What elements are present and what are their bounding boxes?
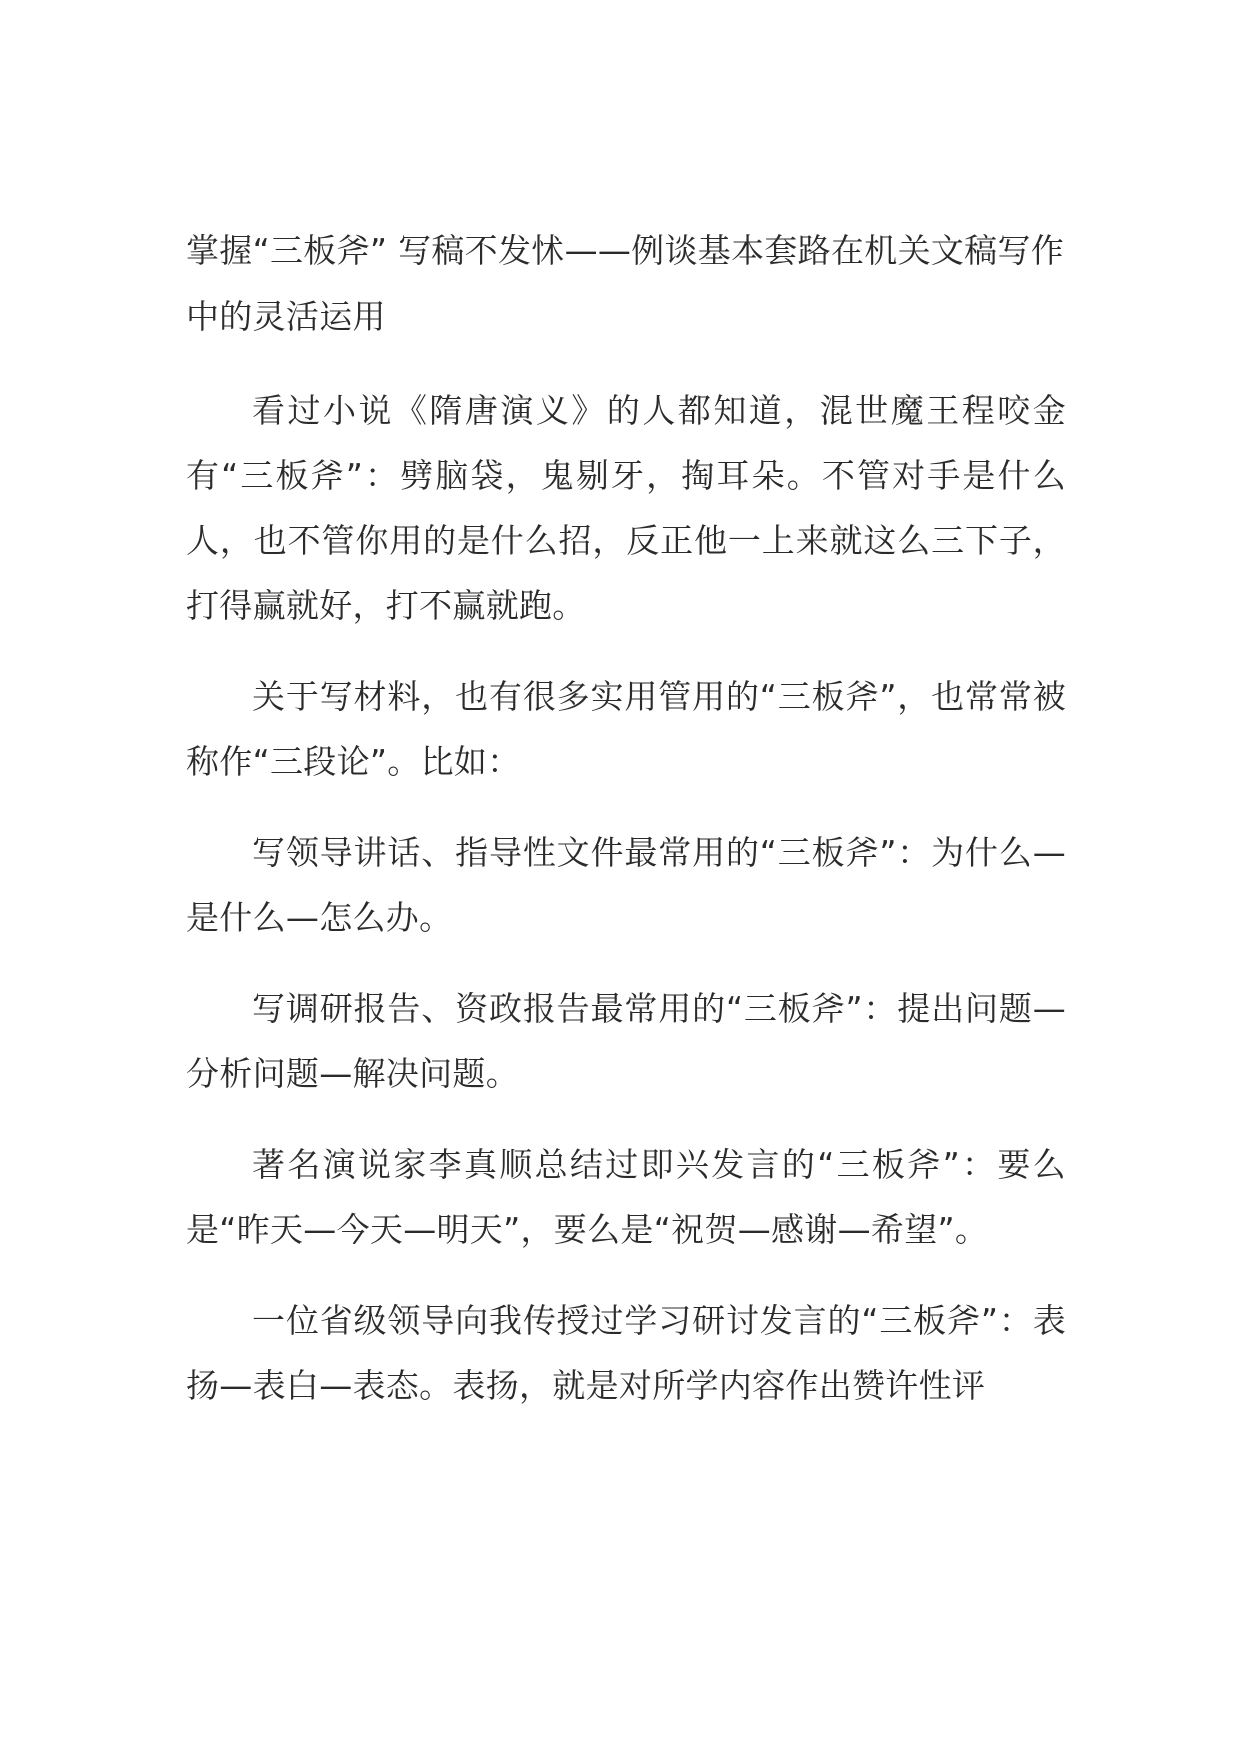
document-title: 掌握“三板斧” 写稿不发怵——例谈基本套路在机关文稿写作中的灵活运用 <box>186 231 1065 336</box>
paragraph-impromptu-speech: 著名演说家李真顺总结过即兴发言的“三板斧”：要么是“昨天—今天—明天”，要么是“祝贺—感谢—希望”。 <box>186 1145 1066 1249</box>
paragraph-research-report: 写调研报告、资政报告最常用的“三板斧”：提出问题—分析问题—解决问题。 <box>186 989 1066 1093</box>
paragraph-writing-materials: 关于写材料，也有很多实用管用的“三板斧”，也常常被称作“三段论”。比如： <box>186 677 1066 781</box>
paragraph-intro: 看过小说《隋唐演义》的人都知道，混世魔王程咬金有“三板斧”：劈脑袋，鬼剔牙，掏耳朵。不管对手是什么人，也不管你用的是什么招，反正他一上来就这么三下子，打得赢就好，打不赢就跑。 <box>186 391 1066 625</box>
paragraph-leader-speech: 写领导讲话、指导性文件最常用的“三板斧”：为什么—是什么—怎么办。 <box>186 833 1066 937</box>
paragraph-study-discussion: 一位省级领导向我传授过学习研讨发言的“三板斧”：表扬—表白—表态。表扬，就是对所学内容作出赞许性评 <box>186 1301 1066 1405</box>
document-body <box>186 218 1066 1418</box>
